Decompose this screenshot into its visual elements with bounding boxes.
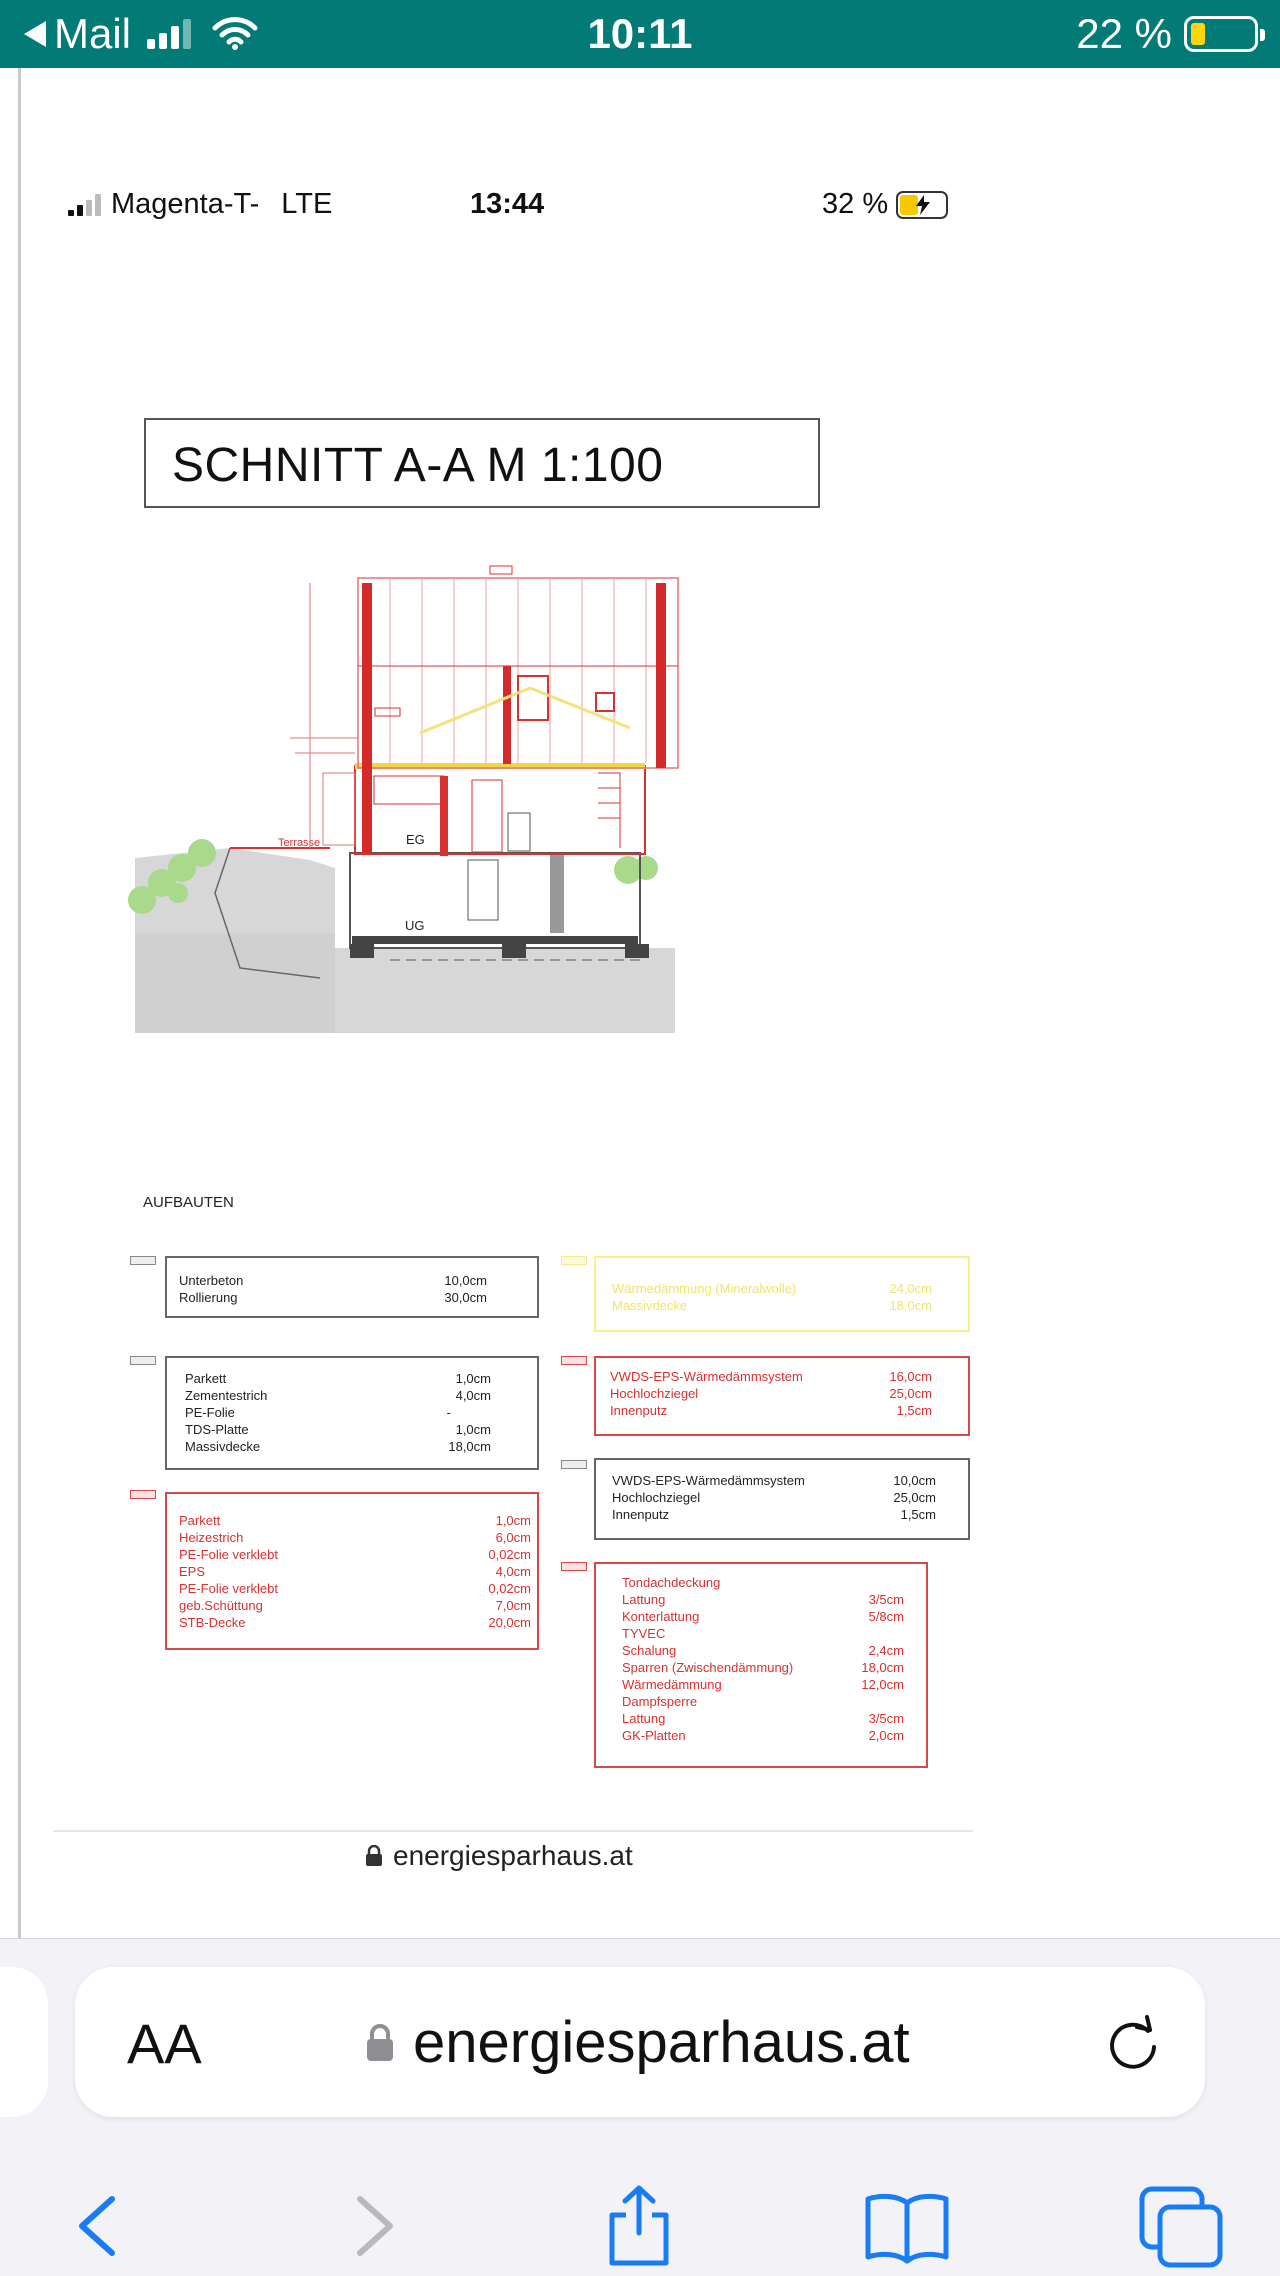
back-button[interactable] — [52, 2181, 142, 2271]
layer-name: VWDS-EPS-Wärmedämmsystem — [610, 1369, 803, 1384]
layer-name: Konterlattung — [622, 1609, 700, 1624]
layer-thickness: 7,0cm — [495, 1598, 531, 1613]
layer-name: Lattung — [622, 1592, 666, 1607]
layer-name: Parkett — [179, 1513, 221, 1528]
share-icon[interactable] — [594, 2181, 684, 2271]
layer-box-yellow — [594, 1256, 970, 1332]
layer-name: Innenputz — [612, 1507, 670, 1522]
tabs-icon[interactable] — [1136, 2181, 1226, 2271]
layer-box-wall-black — [594, 1458, 970, 1540]
forward-button[interactable] — [330, 2181, 420, 2271]
back-app-label: Mail — [54, 10, 132, 57]
layer-tag — [130, 1356, 156, 1365]
url-text: energiesparhaus.at — [413, 2010, 910, 2075]
layer-name: VWDS-EPS-Wärmedämmsystem — [612, 1473, 805, 1488]
layer-thickness: 2,0cm — [868, 1728, 904, 1743]
layer-name: Hochlochziegel — [612, 1490, 701, 1505]
layer-thickness: 24,0cm — [889, 1281, 932, 1296]
layer-thickness: 25,0cm — [889, 1386, 932, 1401]
layer-name: Parkett — [185, 1371, 227, 1386]
layer-thickness: 5/8cm — [868, 1609, 904, 1624]
layer-thickness: 16,0cm — [889, 1369, 932, 1384]
layer-name: PE-Folie verklebt — [179, 1547, 278, 1562]
lock-icon — [365, 1845, 383, 1867]
address-bar[interactable] — [75, 1967, 1205, 2117]
layer-thickness: 18,0cm — [448, 1439, 491, 1454]
layer-name: TDS-Platte — [185, 1422, 249, 1437]
battery-percentage: 22 % — [1076, 10, 1172, 57]
layer-thickness: 3/5cm — [868, 1711, 904, 1726]
reader-aa-button[interactable]: AA — [127, 2012, 202, 2075]
layer-thickness: - — [446, 1405, 451, 1420]
embedded-status-bar — [68, 188, 968, 228]
layer-tag — [561, 1562, 587, 1571]
layer-name: Lattung — [622, 1711, 666, 1726]
layer-box-stb-decke — [165, 1492, 539, 1650]
layer-thickness: 3/5cm — [868, 1592, 904, 1607]
section-title: SCHNITT A-A M 1:100 — [172, 439, 664, 492]
layer-name: EPS — [179, 1564, 206, 1579]
layer-name: GK-Platten — [622, 1728, 686, 1743]
layer-thickness: 30,0cm — [444, 1290, 487, 1305]
layer-name: Wärmedämmung (Mineralwolle) — [612, 1281, 797, 1296]
layer-name: Massivdecke — [612, 1298, 688, 1313]
layer-name: Tondachdeckung — [622, 1575, 721, 1590]
embedded-carrier: Magenta-T- — [111, 188, 260, 220]
layer-thickness: 10,0cm — [893, 1473, 936, 1488]
aufbauten-label: AUFBAUTEN — [143, 1194, 234, 1211]
layer-box-massivdecke — [165, 1356, 539, 1470]
layer-name: Zementestrich — [185, 1388, 268, 1403]
layer-name: Sparren (Zwischendämmung) — [622, 1660, 794, 1675]
layer-thickness: 1,5cm — [896, 1403, 932, 1418]
battery-icon — [1184, 16, 1258, 52]
layer-thickness: 1,5cm — [900, 1507, 936, 1522]
layer-thickness: 25,0cm — [893, 1490, 936, 1505]
layer-name: Rollierung — [179, 1290, 238, 1305]
layer-name: Heizestrich — [179, 1530, 244, 1545]
layer-thickness: 18,0cm — [861, 1660, 904, 1675]
layer-thickness: 12,0cm — [861, 1677, 904, 1692]
layer-box-roof — [594, 1562, 928, 1768]
layer-name: geb.Schüttung — [179, 1598, 263, 1613]
lock-icon — [365, 2023, 395, 2063]
layer-thickness: 20,0cm — [488, 1615, 531, 1630]
layer-tag — [561, 1460, 587, 1469]
layer-name: Massivdecke — [185, 1439, 261, 1454]
layer-name: Innenputz — [610, 1403, 668, 1418]
layer-thickness: 1,0cm — [455, 1422, 491, 1437]
layer-name: TYVEC — [622, 1626, 666, 1641]
embedded-url-text: energiesparhaus.at — [393, 1840, 633, 1871]
bookmarks-icon[interactable] — [862, 2181, 952, 2271]
layer-thickness: 1,0cm — [455, 1371, 491, 1386]
eg-level-label: EG — [406, 832, 425, 847]
status-bar — [0, 0, 1280, 68]
layer-thickness: 0,02cm — [488, 1547, 531, 1562]
section-title-box — [144, 418, 820, 508]
embedded-charging-battery-icon — [896, 191, 948, 219]
layer-name: STB-Decke — [179, 1615, 246, 1630]
layer-thickness: 6,0cm — [495, 1530, 531, 1545]
embedded-battery-percentage: 32 % — [822, 188, 889, 220]
layer-name: Hochlochziegel — [610, 1386, 699, 1401]
embedded-signal-icon — [68, 194, 101, 216]
previous-tab-pill[interactable] — [0, 1967, 48, 2117]
layer-box-unterbeton — [165, 1256, 539, 1318]
layer-name: Wärmedämmung — [622, 1677, 722, 1692]
layer-name: Unterbeton — [179, 1273, 244, 1288]
layer-name: PE-Folie verklebt — [179, 1581, 278, 1596]
embedded-url-bar — [365, 1840, 633, 1872]
reload-icon[interactable] — [1101, 2011, 1165, 2075]
layer-thickness: 0,02cm — [488, 1581, 531, 1596]
layer-name: PE-Folie — [185, 1405, 235, 1420]
layer-name: Dampfsperre — [622, 1694, 698, 1709]
footer-divider — [53, 1830, 973, 1832]
layer-thickness: 4,0cm — [455, 1388, 491, 1403]
section-drawing — [120, 548, 720, 1048]
clock: 10:11 — [587, 10, 693, 57]
embedded-clock: 13:44 — [470, 188, 545, 220]
layer-name: Schalung — [622, 1643, 677, 1658]
layer-tag — [130, 1490, 156, 1499]
layer-thickness: 4,0cm — [495, 1564, 531, 1579]
layer-tag — [561, 1356, 587, 1365]
embedded-network: LTE — [281, 188, 333, 220]
terrace-label: Terrasse — [278, 837, 321, 849]
layer-thickness: 1,0cm — [495, 1513, 531, 1528]
layer-box-wall-red — [594, 1356, 970, 1436]
browser-bottom-bar — [0, 1938, 1280, 2276]
layer-tag — [130, 1256, 156, 1265]
layer-tag — [561, 1256, 587, 1265]
ug-level-label: UG — [405, 918, 425, 933]
page-edge — [18, 68, 21, 1938]
layer-thickness: 2,4cm — [868, 1643, 904, 1658]
layer-thickness: 10,0cm — [444, 1273, 487, 1288]
layer-thickness: 18,0cm — [889, 1298, 932, 1313]
